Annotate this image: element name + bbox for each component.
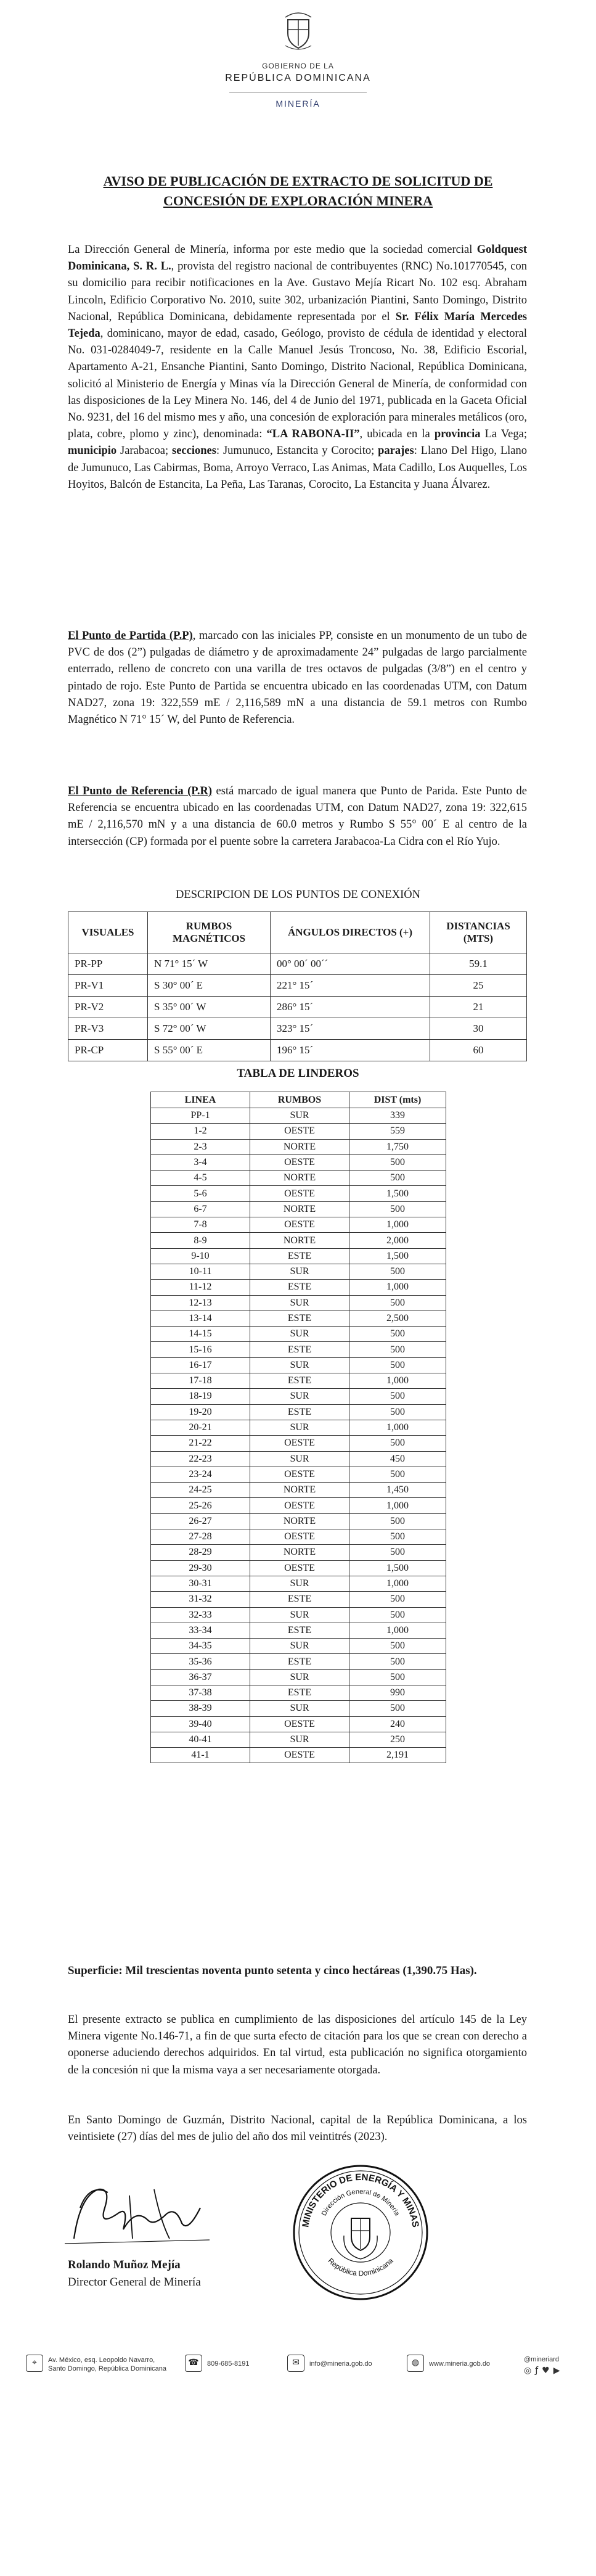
table-cell: 500 [349,1639,446,1654]
table-cell: PR-CP [68,1040,148,1061]
table-cell: 1,000 [349,1576,446,1591]
table-row [68,1018,527,1040]
table-cell: SUR [250,1451,349,1467]
table-row [151,1560,446,1576]
table-row [151,1327,446,1342]
footer-email[interactable]: info@mineria.gob.do [309,2360,372,2368]
connection-points-title: DESCRIPCION DE LOS PUNTOS DE CONEXIÓN [176,889,420,901]
table-cell: 27-28 [151,1529,250,1545]
table-cell: 1,450 [349,1483,446,1498]
table-cell: 22-23 [151,1451,250,1467]
table-cell: SUR [250,1108,349,1124]
starting-point-paragraph [68,628,527,728]
table-row [151,1483,446,1498]
table-cell: 559 [349,1124,446,1139]
table-cell: 00° 00´ 00´´ [271,953,430,975]
table-cell: 3-4 [151,1154,250,1170]
table-cell: OESTE [250,1467,349,1482]
table-cell: SUR [250,1701,349,1716]
table-cell: 39-40 [151,1716,250,1732]
table-cell: ESTE [250,1404,349,1420]
table-cell: 6-7 [151,1201,250,1217]
table-cell: SUR [250,1732,349,1747]
reference-point-label: El Punto de Referencia (P.R) [68,785,213,797]
social-handle[interactable]: @mineriard [524,2356,560,2363]
legal-notice-paragraph: El presente extracto se publica en cumplimiento de las disposiciones del artículo 145 de la Ley Minera vigente No.146-71, a fin de que surta efecto de citación para los que se crean con derecho a oponerse aduciendo derechos adquiridos. En tal virtud, esta publicación no significa otorgamiento de la concesión ni que la misma vaya a ser necesariamente otorgada. [68,2014,527,2076]
table-row [151,1124,446,1139]
table-cell: 500 [349,1389,446,1404]
table-cell: OESTE [250,1529,349,1545]
table-cell: 30-31 [151,1576,250,1591]
table-cell: 21 [430,997,527,1018]
representative-name: Sr. Félix María Mercedes Tejeda [68,310,528,340]
table-row [151,1529,446,1545]
table-cell: 500 [349,1357,446,1373]
column-header: DIST (mts) [349,1092,446,1108]
table-cell: 1,000 [349,1217,446,1233]
table-row [68,1040,527,1061]
column-header: RUMBOS MAGNÉTICOS [148,912,271,953]
table-cell: 2-3 [151,1139,250,1154]
table-row [151,1639,446,1654]
boundaries-table [150,1092,446,1763]
table-cell: 11-12 [151,1280,250,1295]
intro-text-4: , ubicada en la [359,428,435,441]
table-cell: 35-36 [151,1654,250,1669]
youtube-icon[interactable]: ▶ [553,2366,564,2376]
table-cell: ESTE [250,1685,349,1700]
table-row [68,975,527,997]
table-cell: 1,750 [349,1139,446,1154]
table-cell: 221° 15´ [271,975,430,997]
connection-points-body [68,953,527,1061]
table-cell: OESTE [250,1498,349,1513]
table-cell: 5-6 [151,1186,250,1201]
table-cell: 9-10 [151,1248,250,1264]
table-cell: 26-27 [151,1513,250,1529]
surface-area: Superficie: Mil trescientas noventa punto setenta y cinco hectáreas (1,390.75 Has). [68,1964,477,1977]
table-cell: 17-18 [151,1373,250,1389]
table-cell: 500 [349,1701,446,1716]
intro-text-2: , provista del registro nacional de contribuyentes (RNC) No.101770545, con su domicilio para recibir notificaciones en la Ave. Gustavo Mejía Ricart No. 102 esq. Abraham Lincoln, Edificio Corporativo No. 2010, suite 302, urbanización Piantini, Santo Domingo, Distrito Nacional, República Dominicana, debidamente representada por el [68,260,527,323]
table-cell: 25-26 [151,1498,250,1513]
social-icons [524,2366,564,2376]
table-cell: 1,000 [349,1280,446,1295]
footer [0,2331,596,2405]
table-cell: SUR [250,1607,349,1623]
table-cell: 12-13 [151,1295,250,1311]
table-row [151,1545,446,1560]
table-cell: ESTE [250,1342,349,1357]
parajes-label: parajes [378,445,414,458]
table-cell: 196° 15´ [271,1040,430,1061]
government-label: GOBIERNO DE LA [262,62,334,70]
table-cell: 1,500 [349,1560,446,1576]
table-cell: 28-29 [151,1545,250,1560]
table-cell: 500 [349,1171,446,1186]
table-cell: ESTE [250,1311,349,1326]
table-header-row [151,1092,446,1108]
table-cell: OESTE [250,1716,349,1732]
table-row [151,1217,446,1233]
table-cell: PR-V1 [68,975,148,997]
document-title [68,171,528,211]
intro-text-6: Jarabacoa; [116,445,172,458]
table-row [151,1654,446,1669]
table-cell: SUR [250,1327,349,1342]
table-cell: NORTE [250,1233,349,1248]
table-cell: OESTE [250,1186,349,1201]
table-cell: 29-30 [151,1560,250,1576]
table-cell: 500 [349,1669,446,1685]
svg-text:República Dominicana: República Dominicana [326,2256,395,2278]
table-row [151,1404,446,1420]
table-cell: OESTE [250,1560,349,1576]
table-cell: 30 [430,1018,527,1040]
table-cell: NORTE [250,1171,349,1186]
table-cell: NORTE [250,1513,349,1529]
table-cell: ESTE [250,1592,349,1607]
table-cell: OESTE [250,1436,349,1451]
table-cell: 8-9 [151,1233,250,1248]
table-row [151,1108,446,1124]
province-label: provincia [434,428,481,441]
table-row [151,1248,446,1264]
header [0,0,596,123]
table-cell: 60 [430,1040,527,1061]
table-cell: SUR [250,1639,349,1654]
table-cell: NORTE [250,1545,349,1560]
table-row [151,1701,446,1716]
table-row [151,1451,446,1467]
table-cell: NORTE [250,1201,349,1217]
table-cell: 500 [349,1154,446,1170]
footer-phone[interactable]: 809-685-8191 [207,2360,250,2368]
official-seal-image [290,2162,431,2303]
intro-text-5: La Vega; [480,428,527,441]
table-row [151,1201,446,1217]
phone-icon: ☎ [185,2355,202,2372]
table-cell: 1,500 [349,1186,446,1201]
table-row [151,1420,446,1435]
table-row [151,1669,446,1685]
address-line-2: Santo Domingo, República Dominicana [48,2365,166,2372]
intro-paragraph [68,242,527,493]
table-cell: ESTE [250,1280,349,1295]
column-header: RUMBOS [250,1092,349,1108]
table-cell: OESTE [250,1217,349,1233]
column-header: LINEA [151,1092,250,1108]
table-cell: OESTE [250,1748,349,1763]
table-cell: 59.1 [430,953,527,975]
table-cell: 500 [349,1545,446,1560]
table-cell: SUR [250,1295,349,1311]
table-row [151,1154,446,1170]
table-cell: 500 [349,1592,446,1607]
connection-points-table [68,911,527,1061]
table-cell: 240 [349,1716,446,1732]
footer-website[interactable]: www.mineria.gob.do [429,2360,491,2368]
table-row [151,1623,446,1638]
table-cell: 1-2 [151,1124,250,1139]
table-row [151,1186,446,1201]
table-row [151,1732,446,1747]
signature-image [62,2171,216,2251]
footer-address [48,2356,166,2373]
table-cell: ESTE [250,1373,349,1389]
table-cell: 500 [349,1467,446,1482]
table-cell: S 55° 00´ E [148,1040,271,1061]
table-cell: 500 [349,1654,446,1669]
country-label: REPÚBLICA DOMINICANA [225,73,371,83]
twitter-icon[interactable]: ♥ [542,2366,553,2376]
table-cell: 990 [349,1685,446,1700]
title-line-1: AVISO DE PUBLICACIÓN DE EXTRACTO DE SOLICITUD DE [103,173,493,189]
table-cell: SUR [250,1576,349,1591]
facebook-icon[interactable]: ƒ [535,2366,542,2376]
table-cell: 500 [349,1529,446,1545]
table-cell: 1,000 [349,1498,446,1513]
table-cell: 450 [349,1451,446,1467]
table-cell: SUR [250,1669,349,1685]
table-row [151,1513,446,1529]
table-cell: 38-39 [151,1701,250,1716]
table-cell: 24-25 [151,1483,250,1498]
table-cell: SUR [250,1420,349,1435]
location-icon: ⌖ [26,2355,43,2372]
table-row [151,1264,446,1279]
column-header: ÁNGULOS DIRECTOS (+) [271,912,430,953]
ministry-label: MINERÍA [276,99,320,109]
starting-point-text: , marcado con las iniciales PP, consiste en un monumento de un tubo de PVC de dos (2”) pulgadas de diámetro y de aproximadamente 24” pulgadas de largo parcialmente enterrado, relleno de concreto con una varilla de tres octavos de pulgadas (3/8”) en el centro y pintado de rojo. Este Punto de Partida se encuentra ubicado en las coordenadas UTM, con Datum NAD27, zona 19: 322,559 mE / 2,116,589 mN a una distancia de 59.1 metros con Rumbo Magnético N 71° 15´ W, del Punto de Referencia. [68,630,528,726]
table-cell: 1,000 [349,1623,446,1638]
company-name: Goldquest Dominicana, S. R. L. [68,244,527,273]
table-row [151,1716,446,1732]
coat-of-arms-icon [284,7,312,51]
table-cell: 500 [349,1436,446,1451]
table-cell: 286° 15´ [271,997,430,1018]
table-cell: 1,000 [349,1373,446,1389]
table-cell: ESTE [250,1623,349,1638]
svg-text:Dirección General de Minería: Dirección General de Minería [320,2187,401,2218]
mail-icon: ✉ [287,2355,304,2372]
table-cell: 14-15 [151,1327,250,1342]
date-place-paragraph: En Santo Domingo de Guzmán, Distrito Nacional, capital de la República Dominicana, a los veintisiete (27) días del mes de julio del año dos mil veintitrés (2023). [68,2114,527,2144]
table-row [151,1576,446,1591]
table-cell: NORTE [250,1139,349,1154]
table-cell: 21-22 [151,1436,250,1451]
table-cell: 500 [349,1327,446,1342]
table-cell: 4-5 [151,1171,250,1186]
table-row [151,1171,446,1186]
table-cell: S 35° 00´ W [148,997,271,1018]
concession-name: “LA RABONA-II” [266,428,360,441]
table-row [151,1748,446,1763]
table-cell: SUR [250,1357,349,1373]
table-cell: 500 [349,1201,446,1217]
table-row [151,1467,446,1482]
table-cell: 33-34 [151,1623,250,1638]
table-cell: PP-1 [151,1108,250,1124]
table-row [151,1311,446,1326]
table-row [68,997,527,1018]
table-row [151,1233,446,1248]
table-cell: 2,191 [349,1748,446,1763]
table-cell: 323° 15´ [271,1018,430,1040]
signer-title: Director General de Minería [68,2276,201,2289]
intro-text-3: , dominicano, mayor de edad, casado, Geólogo, provisto de cédula de identidad y electoral No. 031-0284049-7, residente en la Calle Manuel Jesús Troncoso, No. 38, Edificio Escorial, Apartamento A-21, Ensanche Piantini, Santo Domingo, Distrito Nacional, República Dominicana, solicitó al Ministerio de Energía y Minas vía la Dirección General de Minería, de conformidad con las disposiciones de la Ley Minera No. 146, del 4 de Junio del 1971, publicada en la Gaceta Oficial No. 9231, del 16 del mismo mes y año, una concesión de exploración para minerales metálicos (oro, plata, cobre, plomo y zinc), denominada: [68,327,527,441]
boundaries-body [151,1108,446,1763]
table-row [151,1436,446,1451]
signer-name: Rolando Muñoz Mejía [68,2258,181,2271]
table-cell: N 71° 15´ W [148,953,271,975]
table-row [151,1357,446,1373]
table-cell: 250 [349,1732,446,1747]
table-cell: PR-V3 [68,1018,148,1040]
table-row [151,1498,446,1513]
table-row [151,1607,446,1623]
table-cell: 1,500 [349,1248,446,1264]
table-cell: 34-35 [151,1639,250,1654]
table-cell: 2,500 [349,1311,446,1326]
sections-label: secciones [172,445,216,458]
table-cell: S 30° 00´ E [148,975,271,997]
table-cell: 10-11 [151,1264,250,1279]
table-cell: 500 [349,1513,446,1529]
table-cell: 13-14 [151,1311,250,1326]
table-row [151,1685,446,1700]
table-cell: ESTE [250,1654,349,1669]
starting-point-label: El Punto de Partida (P.P) [68,630,193,642]
boundaries-title: TABLA DE LINDEROS [237,1067,359,1080]
instagram-icon[interactable]: ◎ [524,2366,536,2376]
table-cell: 41-1 [151,1748,250,1763]
intro-text-8: : Llano Del Higo, Llano de Jumunuco, Las Cabirmas, Boma, Arroyo Verraco, Las Animas, Mata Cadillo, Los Auquelles, Los Hoyitos, Balcón de Estancita, La Peña, Las Taranas, Corocito, La Estancita y Juana Álvarez. [68,445,528,491]
table-cell: 18-19 [151,1389,250,1404]
municipality-label: municipio [68,445,117,458]
table-cell: PR-V2 [68,997,148,1018]
table-cell: 25 [430,975,527,997]
table-row [68,953,527,975]
address-line-1: Av. México, esq. Leopoldo Navarro, [48,2356,155,2364]
table-cell: 31-32 [151,1592,250,1607]
table-cell: SUR [250,1264,349,1279]
table-row [151,1139,446,1154]
table-header-row [68,912,527,953]
table-cell: 19-20 [151,1404,250,1420]
table-cell: 500 [349,1295,446,1311]
table-row [151,1389,446,1404]
table-cell: 339 [349,1108,446,1124]
reference-point-text: está marcado de igual manera que Punto de Parida. Este Punto de Referencia se encuentra ubicado en las coordenadas UTM, con Datum NAD27, zona 19: 322,615 mE / 2,116,570 mN y a una distancia de 60.0 metros y Rumbo S 55° 00´ E al centro de la intersección (CP) formada por el puente sobre la carretera Jarabacoa-La Cidra con el Río Yujo. [68,785,527,848]
table-row [151,1280,446,1295]
table-cell: 20-21 [151,1420,250,1435]
svg-text:MINISTERIO DE ENERGÍA Y MINAS: MINISTERIO DE ENERGÍA Y MINAS [300,2171,421,2228]
reference-point-paragraph [68,783,527,850]
table-cell: 36-37 [151,1669,250,1685]
table-row [151,1295,446,1311]
table-cell: 500 [349,1264,446,1279]
column-header: DISTANCIAS (MTS) [430,912,527,953]
table-cell: 16-17 [151,1357,250,1373]
table-cell: PR-PP [68,953,148,975]
table-cell: 37-38 [151,1685,250,1700]
table-cell: OESTE [250,1154,349,1170]
table-cell: 2,000 [349,1233,446,1248]
table-cell: 23-24 [151,1467,250,1482]
table-cell: 15-16 [151,1342,250,1357]
intro-text-7: : Jumunuco, Estancita y Corocito; [216,445,378,458]
table-row [151,1592,446,1607]
title-line-2: CONCESIÓN DE EXPLORACIÓN MINERA [163,193,433,208]
table-cell: OESTE [250,1124,349,1139]
table-cell: ESTE [250,1248,349,1264]
globe-icon: ◍ [407,2355,424,2372]
table-cell: 500 [349,1342,446,1357]
table-cell: 7-8 [151,1217,250,1233]
table-cell: NORTE [250,1483,349,1498]
column-header: VISUALES [68,912,148,953]
table-cell: 40-41 [151,1732,250,1747]
table-cell: 500 [349,1607,446,1623]
table-row [151,1373,446,1389]
table-cell: S 72° 00´ W [148,1018,271,1040]
intro-text-1: La Dirección General de Minería, informa por este medio que la sociedad comercial [68,244,477,256]
table-cell: 32-33 [151,1607,250,1623]
table-row [151,1342,446,1357]
table-cell: 500 [349,1404,446,1420]
table-cell: SUR [250,1389,349,1404]
table-cell: 1,000 [349,1420,446,1435]
